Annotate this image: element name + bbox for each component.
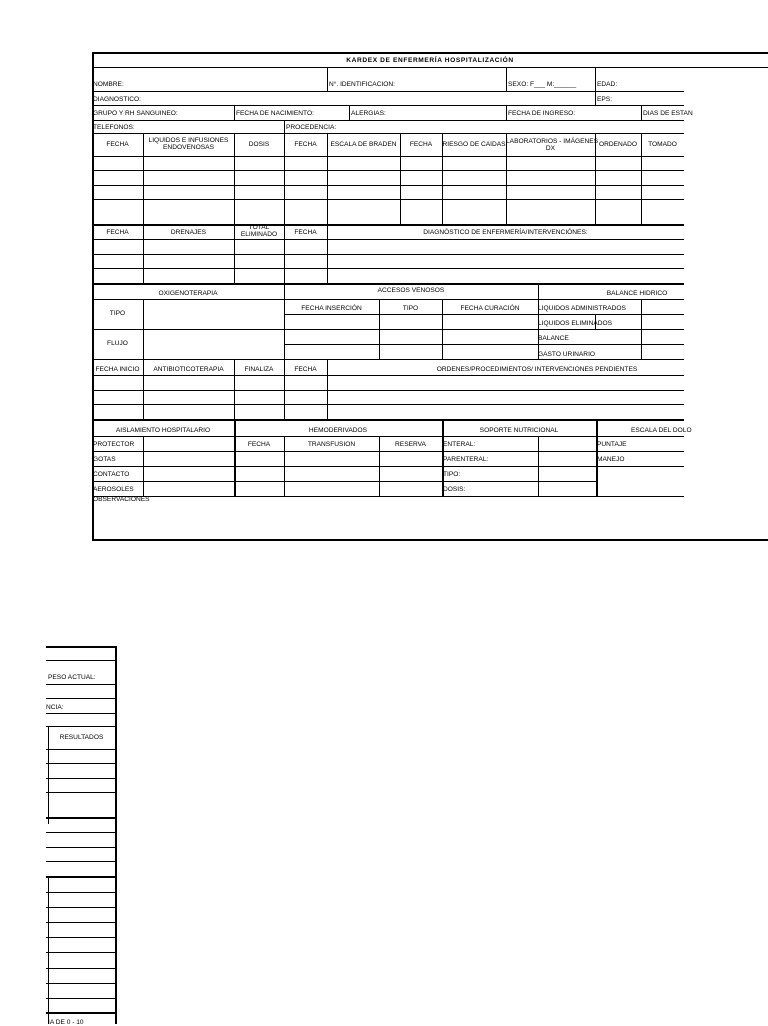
aerosoles-label: AEROSOLES [93, 486, 134, 493]
ordenado-header: ORDENADO [598, 141, 638, 148]
laboratorios-header-line2: DX [545, 145, 556, 152]
liquidos-header-line2: ENDOVENOSAS [163, 144, 214, 151]
diagnostico-fecha-header: FECHA [294, 229, 317, 236]
riesgo-caidas-header: RIESGO DE CAIDAS [442, 141, 506, 148]
acceso-tipo-header: TIPO [402, 305, 419, 312]
drenajes-fecha-header: FECHA [106, 229, 129, 236]
fecha-nacimiento-label: FECHA DE NACIMIENTO: [236, 110, 314, 117]
identificacion-label: N°. IDENTIFICACION: [329, 81, 396, 88]
protector-label: PROTECTOR [93, 441, 135, 448]
tomado-header: TOMADO [648, 141, 677, 148]
procedencia-label: PROCEDENCIA: [286, 124, 337, 131]
hemoderivados-fecha-header: FECHA [247, 441, 271, 448]
ordenes-fecha-header: FECHA [294, 366, 317, 373]
fecha-curacion-header: FECHA CURACIÓN [460, 305, 520, 312]
diagnostico-enfermeria-header: DIAGNÓSTICO DE ENFERMERÍA/INTERVENCIÓNES: [423, 229, 588, 236]
balance-hidrico-header: BALANCE HIDRICO [606, 290, 668, 297]
grupo-rh-label: GRUPO Y RH SANGUINEO: [93, 110, 178, 117]
caidas-fecha-header: FECHA [409, 141, 433, 148]
puntaje-label: PUNTAJE [597, 441, 627, 448]
nutricion-dosis-label: DOSIS: [443, 486, 466, 493]
alergias-label: ALERGIAS: [351, 110, 386, 117]
gasto-urinario-label: GASTO URINARIO [538, 351, 596, 358]
second-page-fragment [0, 640, 118, 1024]
hemoderivados-header: HEMODERIVADOS [308, 427, 368, 434]
reserva-header: RESERVA [395, 441, 426, 448]
resultados-header: RESULTADOS [59, 734, 104, 741]
aislamiento-header: AISLAMIENTO HOSPITALARIO [115, 427, 211, 434]
transfusion-header: TRANSFUSION [307, 441, 356, 448]
enteral-label: ENTERAL: [443, 441, 476, 448]
eps-label: EPS: [597, 96, 613, 103]
telefonos-label: TELEFONOS: [93, 124, 135, 131]
meds-fecha-header: FECHA [106, 141, 129, 148]
liquidos-eliminados-label: LIQUIDOS ELIMINADOS [538, 320, 613, 327]
nutricion-tipo-label: TIPO: [443, 471, 461, 478]
drenajes-header: DRENAJES [170, 229, 207, 236]
oxigeno-tipo-label: TIPO [109, 310, 126, 317]
ordenes-pendientes-header: ORDENES/PROCEDIMIENTOS/ INTERVENCIONES PENDIENTES [436, 366, 638, 373]
fecha-inicio-header: FECHA INICIO [95, 366, 140, 373]
balance-label: BALANCE [538, 335, 569, 342]
total-eliminado-header-line2: ELIMINADO [240, 231, 278, 238]
edad-label: EDAD: [597, 81, 618, 88]
fecha-ingreso-label: FECHA DE INGRESO: [508, 110, 576, 117]
braden-header: ESCALA DE BRADEN [330, 141, 397, 148]
oxigeno-flujo-label: FLUJO [107, 340, 128, 347]
soporte-nutricional-header: SOPORTE NUTRICIONAL [479, 427, 559, 434]
contacto-label: CONTACTO [93, 471, 130, 478]
peso-actual-label: PESO ACTUAL: [48, 674, 96, 681]
escala-dolor-header: ESCALA DEL DOLO [631, 427, 692, 434]
oxigenoterapia-header: OXIGENOTERAPIA [158, 290, 218, 297]
parenteral-label: PARENTERAL: [443, 456, 489, 463]
sexo-label: SEXO: F___ M:______ [508, 81, 577, 88]
diagnostico-label: DIAGNOSTICO: [93, 96, 141, 103]
form-title: KARDEX DE ENFERMERÍA HOSPITALIZACIÓN [346, 57, 514, 64]
total-eliminado-header-line1: TOTAL [248, 224, 270, 231]
nombre-label: NOMBRE: [93, 81, 124, 88]
braden-fecha-header: FECHA [294, 141, 317, 148]
fecha-insercion-header: FECHA INSERCIÓN [301, 305, 362, 312]
dosis-header: DOSIS [248, 141, 270, 148]
liquidos-header-line1: LIQUIDOS E INFUSIONES [148, 137, 229, 144]
accesos-venosos-header: ACCESOS VENOSOS [377, 287, 445, 294]
observaciones-label: OBSERVACIONES [93, 496, 150, 503]
ncia-label: NCIA: [46, 704, 64, 711]
antibioticoterapia-header: ANTIBIOTICOTERAPIA [153, 366, 224, 373]
manejo-label: MANEJO [597, 456, 625, 463]
laboratorios-header-line1: LABORATORIOS - IMÁGENES [506, 138, 599, 145]
dias-estancia-label: DIAS DE ESTAN [643, 110, 693, 117]
escala-0-10-label: IA DE 0 - 10 [48, 1019, 84, 1026]
liquidos-administrados-label: LIQUIDOS ADMINISTRADOS [538, 305, 626, 312]
gotas-label: GOTAS [93, 456, 116, 463]
finaliza-header: FINALIZA [244, 366, 274, 373]
